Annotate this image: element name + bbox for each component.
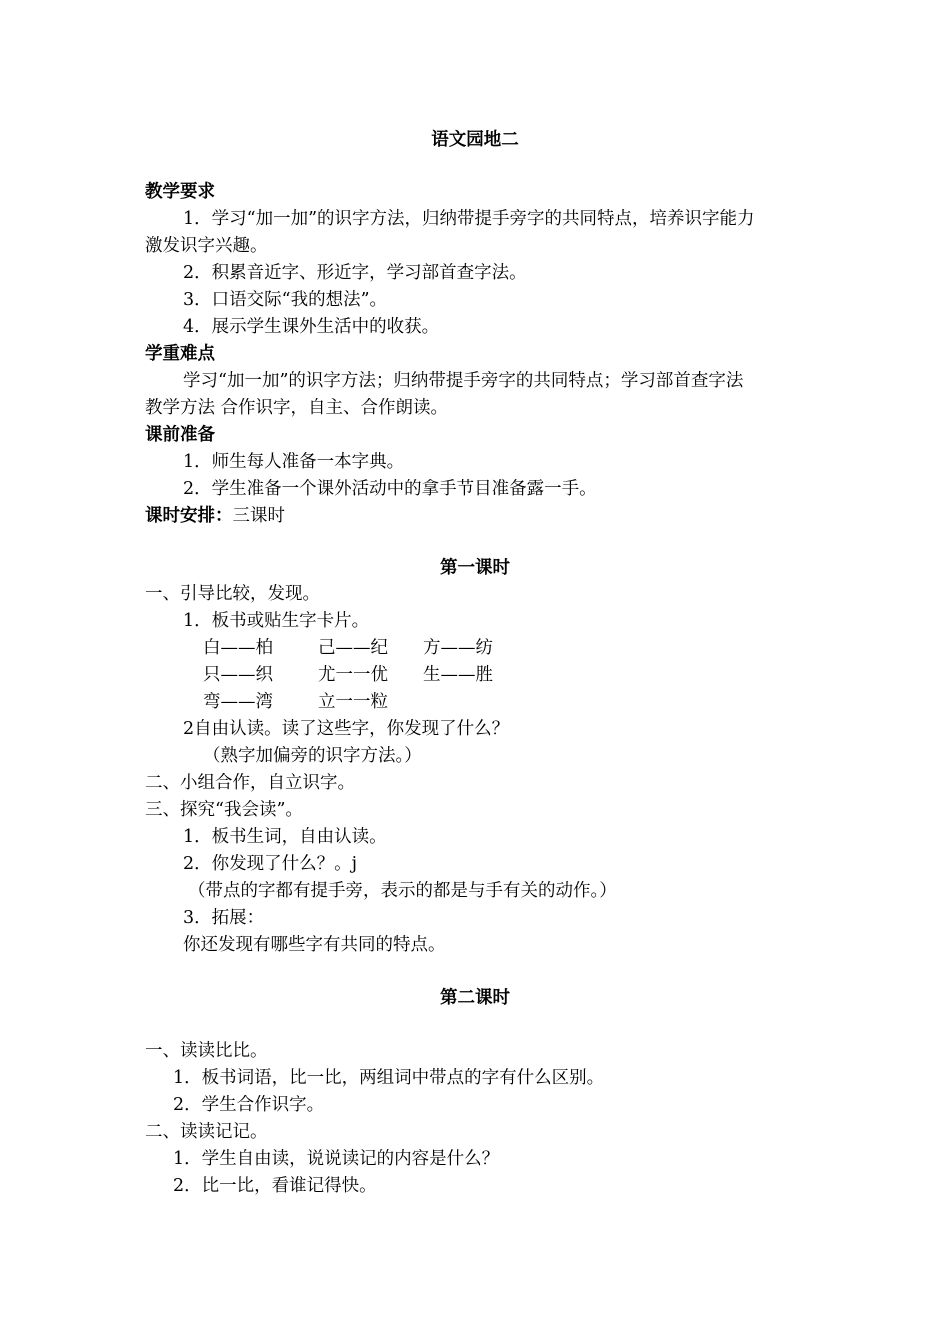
lesson1-line: 一、引导比较，发现。 bbox=[145, 584, 320, 604]
preparation-heading: 课前准备 bbox=[145, 425, 215, 445]
lesson2-title: 第二课时 bbox=[440, 988, 510, 1008]
requirement-item: 激发识字兴趣。 bbox=[145, 236, 268, 256]
preparation-item: 1．师生每人准备一本字典。 bbox=[183, 452, 405, 472]
char-pair: 己——纪 bbox=[318, 638, 388, 658]
lesson1-line: 2自由认读。读了这些字，你发现了什么？ bbox=[183, 719, 510, 739]
requirement-item: 4．展示学生课外生活中的收获。 bbox=[183, 317, 440, 337]
lesson1-line: 1．板书生词，自由认读。 bbox=[183, 827, 387, 847]
schedule-line bbox=[145, 506, 285, 526]
lesson2-line: 二、读读记记。 bbox=[145, 1122, 268, 1142]
char-pair: 尤一一优 bbox=[318, 665, 388, 685]
schedule-label: 课时安排： bbox=[145, 506, 233, 526]
char-pair: 只——织 bbox=[203, 665, 273, 685]
preparation-item: 2．学生准备一个课外活动中的拿手节目准备露一手。 bbox=[183, 479, 597, 499]
lesson2-line: 1．学生自由读，说说读记的内容是什么？ bbox=[173, 1149, 500, 1169]
lesson1-title: 第一课时 bbox=[440, 558, 510, 578]
lesson2-line: 2．学生合作识字。 bbox=[173, 1095, 325, 1115]
char-pair: 方——纺 bbox=[423, 638, 493, 658]
requirement-item: 2．积累音近字、形近字，学习部首查字法。 bbox=[183, 263, 527, 283]
lesson1-line: 1．板书或贴生字卡片。 bbox=[183, 611, 370, 631]
lesson2-line: 一、读读比比。 bbox=[145, 1041, 268, 1061]
char-pair: 立一一粒 bbox=[318, 692, 388, 712]
char-pair: 弯——湾 bbox=[203, 692, 273, 712]
lesson2-line: 1．板书词语，比一比，两组词中带点的字有什么区别。 bbox=[173, 1068, 605, 1088]
requirement-item: 3．口语交际“我的想法”。 bbox=[183, 290, 388, 310]
lesson1-line: 你还发现有哪些字有共同的特点。 bbox=[183, 935, 446, 955]
char-pair: 白——柏 bbox=[203, 638, 273, 658]
requirement-item: 1．学习“加一加”的识字方法，归纳带提手旁字的共同特点，培养识字能力 bbox=[183, 209, 755, 229]
document-title: 语文园地二 bbox=[431, 130, 519, 150]
key-points-heading: 学重难点 bbox=[145, 344, 215, 364]
lesson1-line: （带点的字都有提手旁，表示的都是与手有关的动作。） bbox=[188, 881, 617, 901]
lesson2-line: 2．比一比，看谁记得快。 bbox=[173, 1176, 377, 1196]
lesson1-line: 三、探究“我会读”。 bbox=[145, 800, 303, 820]
teaching-method-line: 教学方法 合作识字，自主、合作朗读。 bbox=[145, 398, 449, 418]
lesson1-line: 二、小组合作，自立识字。 bbox=[145, 773, 355, 793]
key-points-line: 学习“加一加”的识字方法；归纳带提手旁字的共同特点；学习部首查字法 bbox=[183, 371, 744, 391]
lesson1-line: 3．拓展： bbox=[183, 908, 265, 928]
lesson1-line: 2．你发现了什么？。j bbox=[183, 854, 358, 874]
lesson1-line: （熟字加偏旁的识字方法。） bbox=[203, 746, 422, 766]
requirements-heading: 教学要求 bbox=[145, 182, 215, 202]
schedule-value: 三课时 bbox=[232, 506, 285, 526]
char-pair: 生——胜 bbox=[423, 665, 493, 685]
